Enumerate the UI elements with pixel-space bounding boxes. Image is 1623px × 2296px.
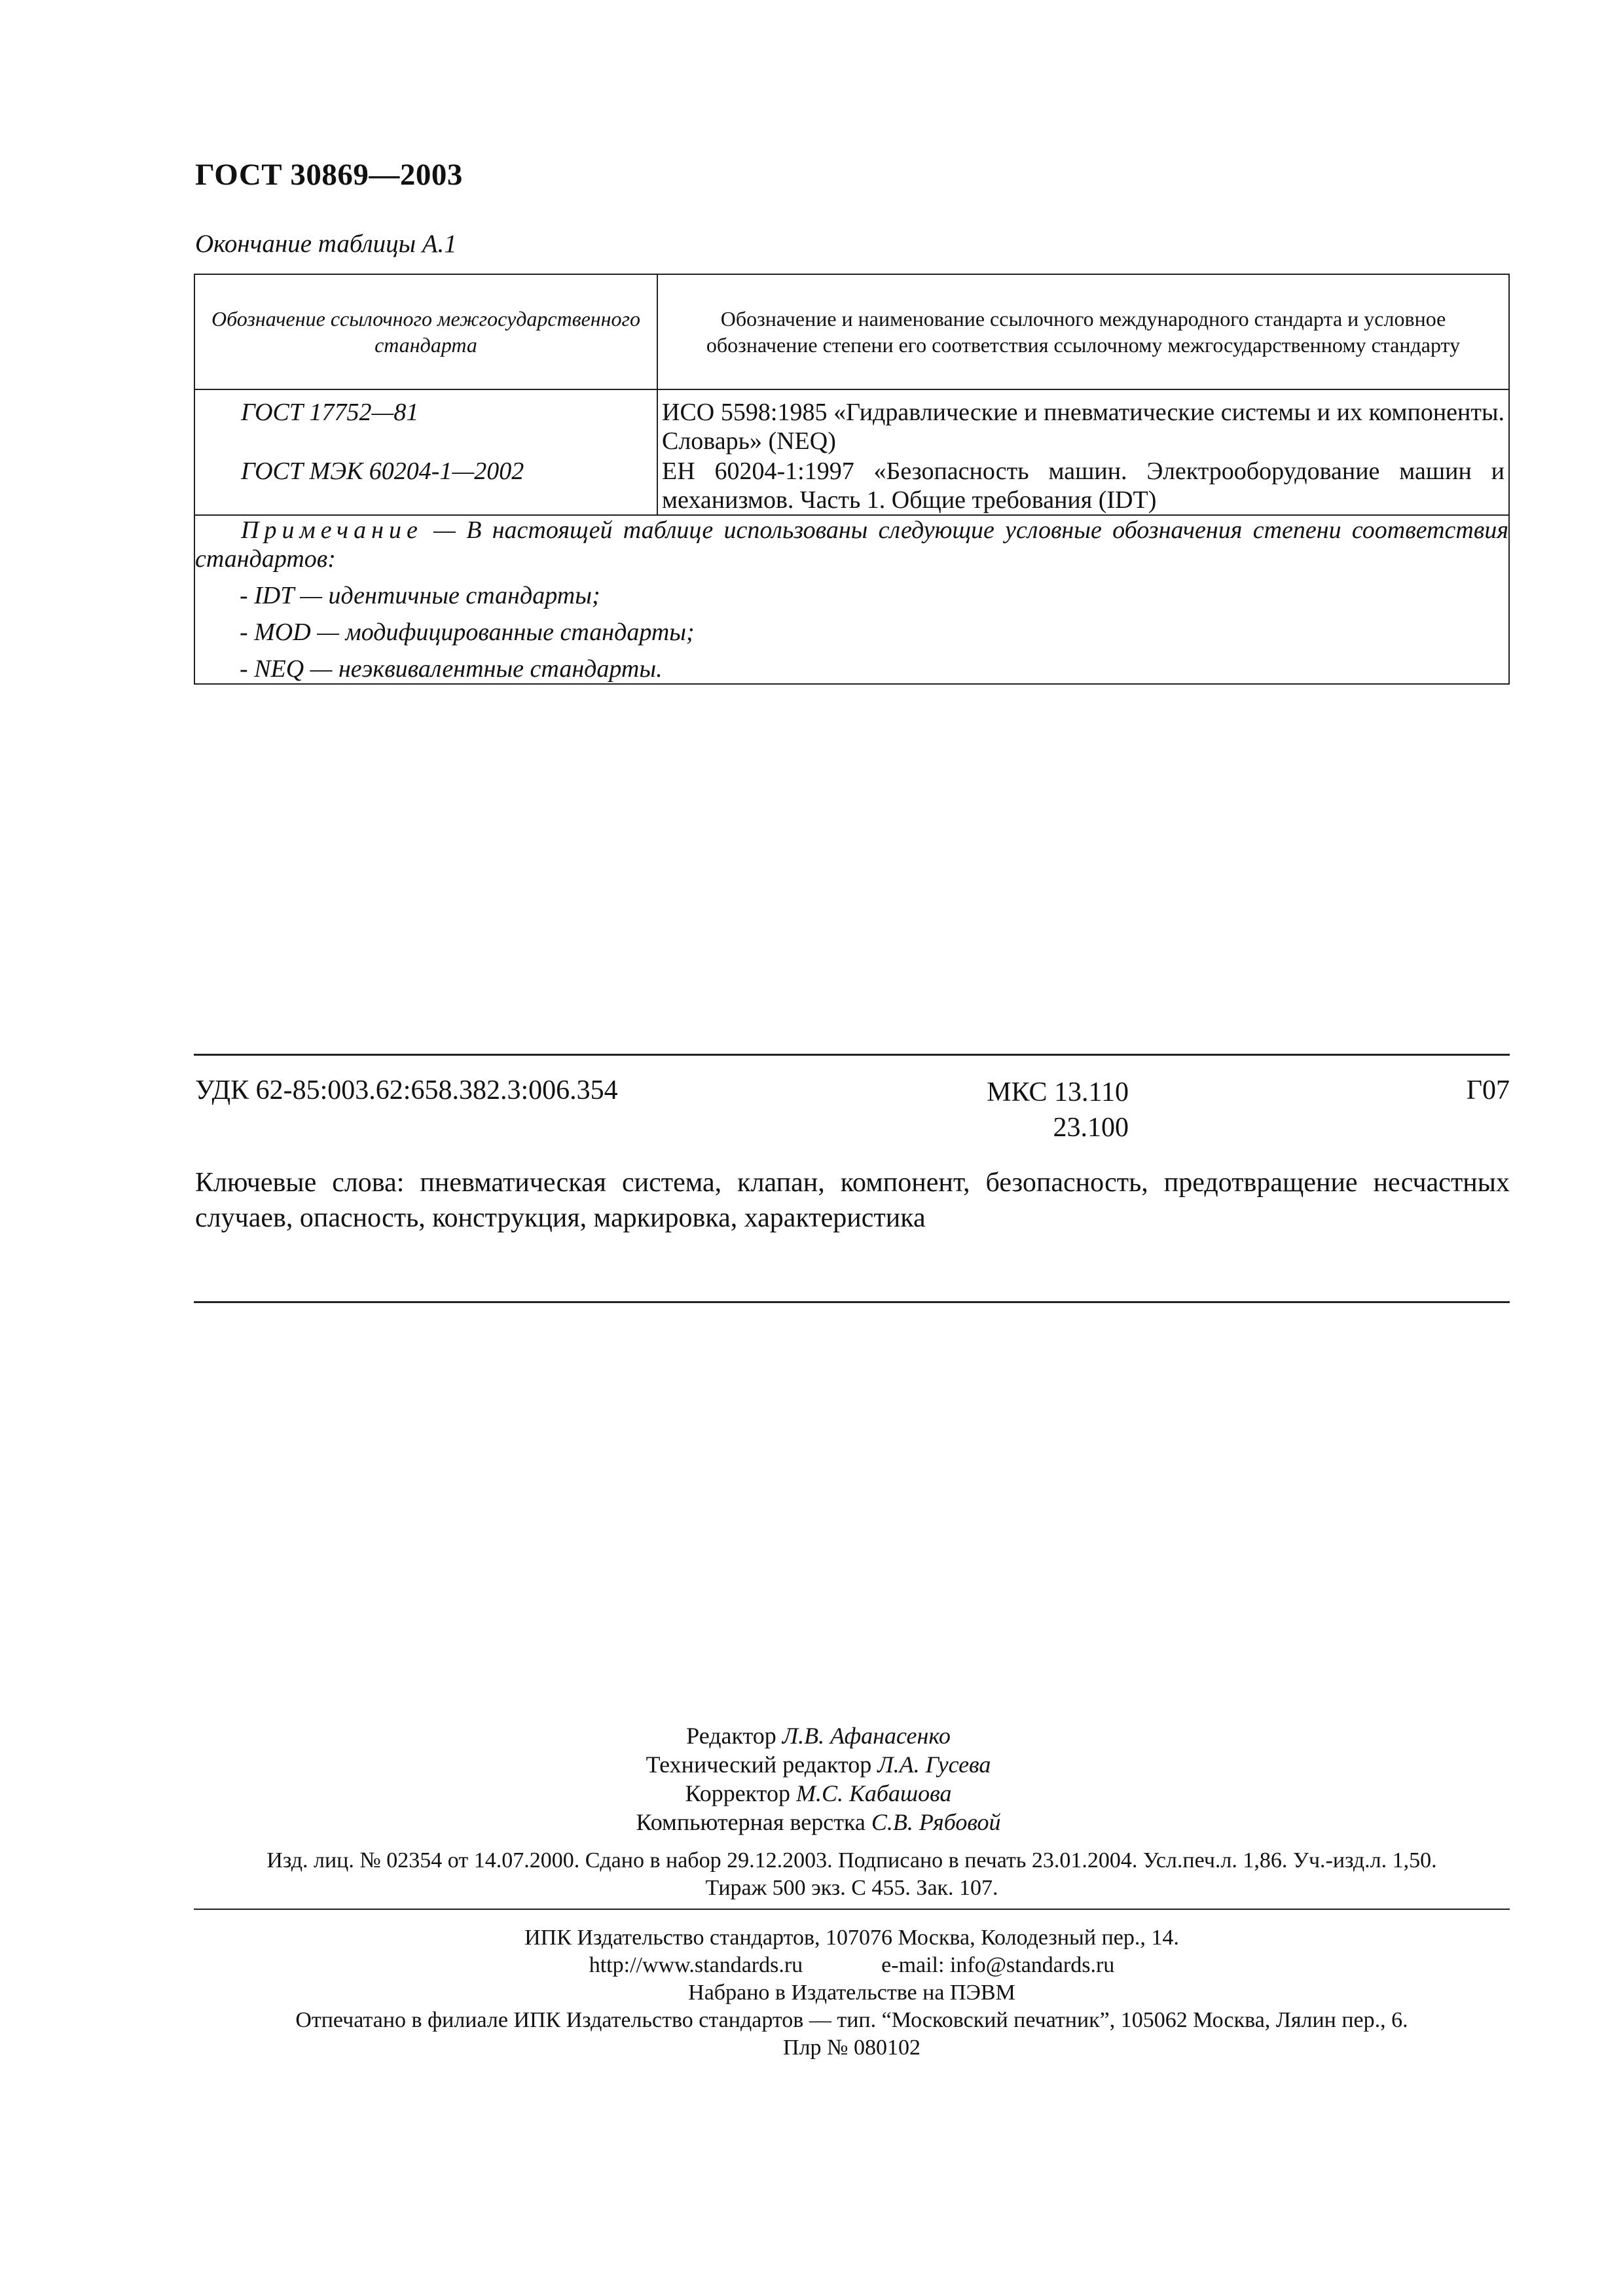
udk-code: УДК 62-85:003.62:658.382.3:006.354	[195, 1075, 618, 1105]
reference-standards-table	[194, 274, 1510, 685]
document-title: ГОСТ 30869—2003	[195, 158, 463, 192]
note-list-item: - MOD — модифицированные стандарты;	[240, 619, 695, 646]
intl-standard: ИСО 5598:1985 «Гидравлические и пневматические системы и их компоненты. Словарь» (NEQ)	[662, 399, 1504, 455]
table-cell	[194, 389, 657, 515]
divider	[194, 1054, 1510, 1056]
credit-name: Л.В. Афанасенко	[782, 1723, 951, 1749]
publisher-email: e-mail: info@standards.ru	[881, 1953, 1115, 1977]
editorial-credits	[589, 1721, 1048, 1837]
credit-role: Редактор	[686, 1723, 776, 1749]
gost-designation: ГОСТ МЭК 60204-1—2002	[241, 457, 524, 485]
note-list-item: - IDT — идентичные стандарты;	[240, 582, 600, 609]
table-note	[194, 515, 1509, 684]
divider	[194, 1909, 1510, 1910]
intl-standard: ЕН 60204-1:1997 «Безопасность машин. Электрооборудование машин и механизмов. Часть 1. Общие требования (IDT)	[662, 457, 1504, 514]
keywords: Ключевые слова: пневматическая система, клапан, компонент, безопасность, предотвращение несчастных случаев, опасность, конструкция, маркировка, характеристика	[195, 1168, 1510, 1233]
note-text	[195, 516, 1508, 573]
note-body: — В настоящей таблице использованы следующие условные обозначения степени соответствия стандартов:	[195, 516, 1508, 573]
credit-line	[589, 1721, 1048, 1750]
imprint-line: Изд. лиц. № 02354 от 14.07.2000. Сдано в набор 29.12.2003. Подписано в печать 23.01.2004. Усл.печ.л. 1,86. Уч.-изд.л. 1,50.	[266, 1848, 1437, 1873]
table-header-cell	[657, 274, 1509, 389]
note-prefix: Примечание	[241, 516, 423, 544]
publisher-info	[194, 1924, 1510, 2062]
credit-line	[589, 1779, 1048, 1808]
publisher-line: Отпечатано в филиале ИПК Издательство стандартов — тип. “Московский печатник”, 105062 Москва, Лялин пер., 6.	[295, 2008, 1408, 2032]
mks-code	[969, 1075, 1129, 1145]
credit-role: Корректор	[685, 1780, 790, 1806]
col1-header: Обозначение ссылочного межгосударственного стандарта	[211, 307, 641, 357]
credit-line	[589, 1750, 1048, 1779]
publisher-line	[194, 1952, 1510, 1979]
publisher-url: http://www.standards.ru	[589, 1953, 803, 1977]
divider	[194, 1301, 1510, 1303]
table-caption: Окончание таблицы А.1	[195, 230, 457, 258]
table-cell	[657, 389, 1509, 515]
credit-name: Л.А. Гусева	[877, 1751, 991, 1778]
credit-role: Компьютерная верстка	[636, 1809, 866, 1835]
credit-name: С.В. Рябовой	[871, 1809, 1001, 1835]
mks-line: 23.100	[1053, 1113, 1129, 1143]
table-row	[194, 389, 1509, 515]
credit-line	[589, 1808, 1048, 1837]
note-list-item: - NEQ — неэквивалентные стандарты.	[240, 655, 663, 683]
credit-name: М.С. Кабашова	[795, 1780, 952, 1806]
imprint	[194, 1847, 1510, 1902]
table-header-cell	[194, 274, 657, 389]
table-header-row	[194, 274, 1509, 389]
mks-line: МКС 13.110	[987, 1077, 1129, 1107]
publisher-line: Набрано в Издательстве на ПЭВМ	[688, 1981, 1015, 2005]
group-code: Г07	[1466, 1075, 1510, 1105]
table-note-row	[194, 515, 1509, 684]
publisher-line: Плр № 080102	[783, 2036, 921, 2060]
gost-designation: ГОСТ 17752—81	[241, 399, 419, 426]
publisher-line: ИПК Издательство стандартов, 107076 Москва, Колодезный пер., 14.	[524, 1926, 1179, 1950]
col2-header: Обозначение и наименование ссылочного международного стандарта и условное обозначение степени его соответствия ссылочному межгосударственному стандарту	[706, 307, 1461, 357]
imprint-line: Тираж 500 экз. С 455. Зак. 107.	[705, 1876, 998, 1900]
credit-role: Технический редактор	[646, 1751, 872, 1778]
